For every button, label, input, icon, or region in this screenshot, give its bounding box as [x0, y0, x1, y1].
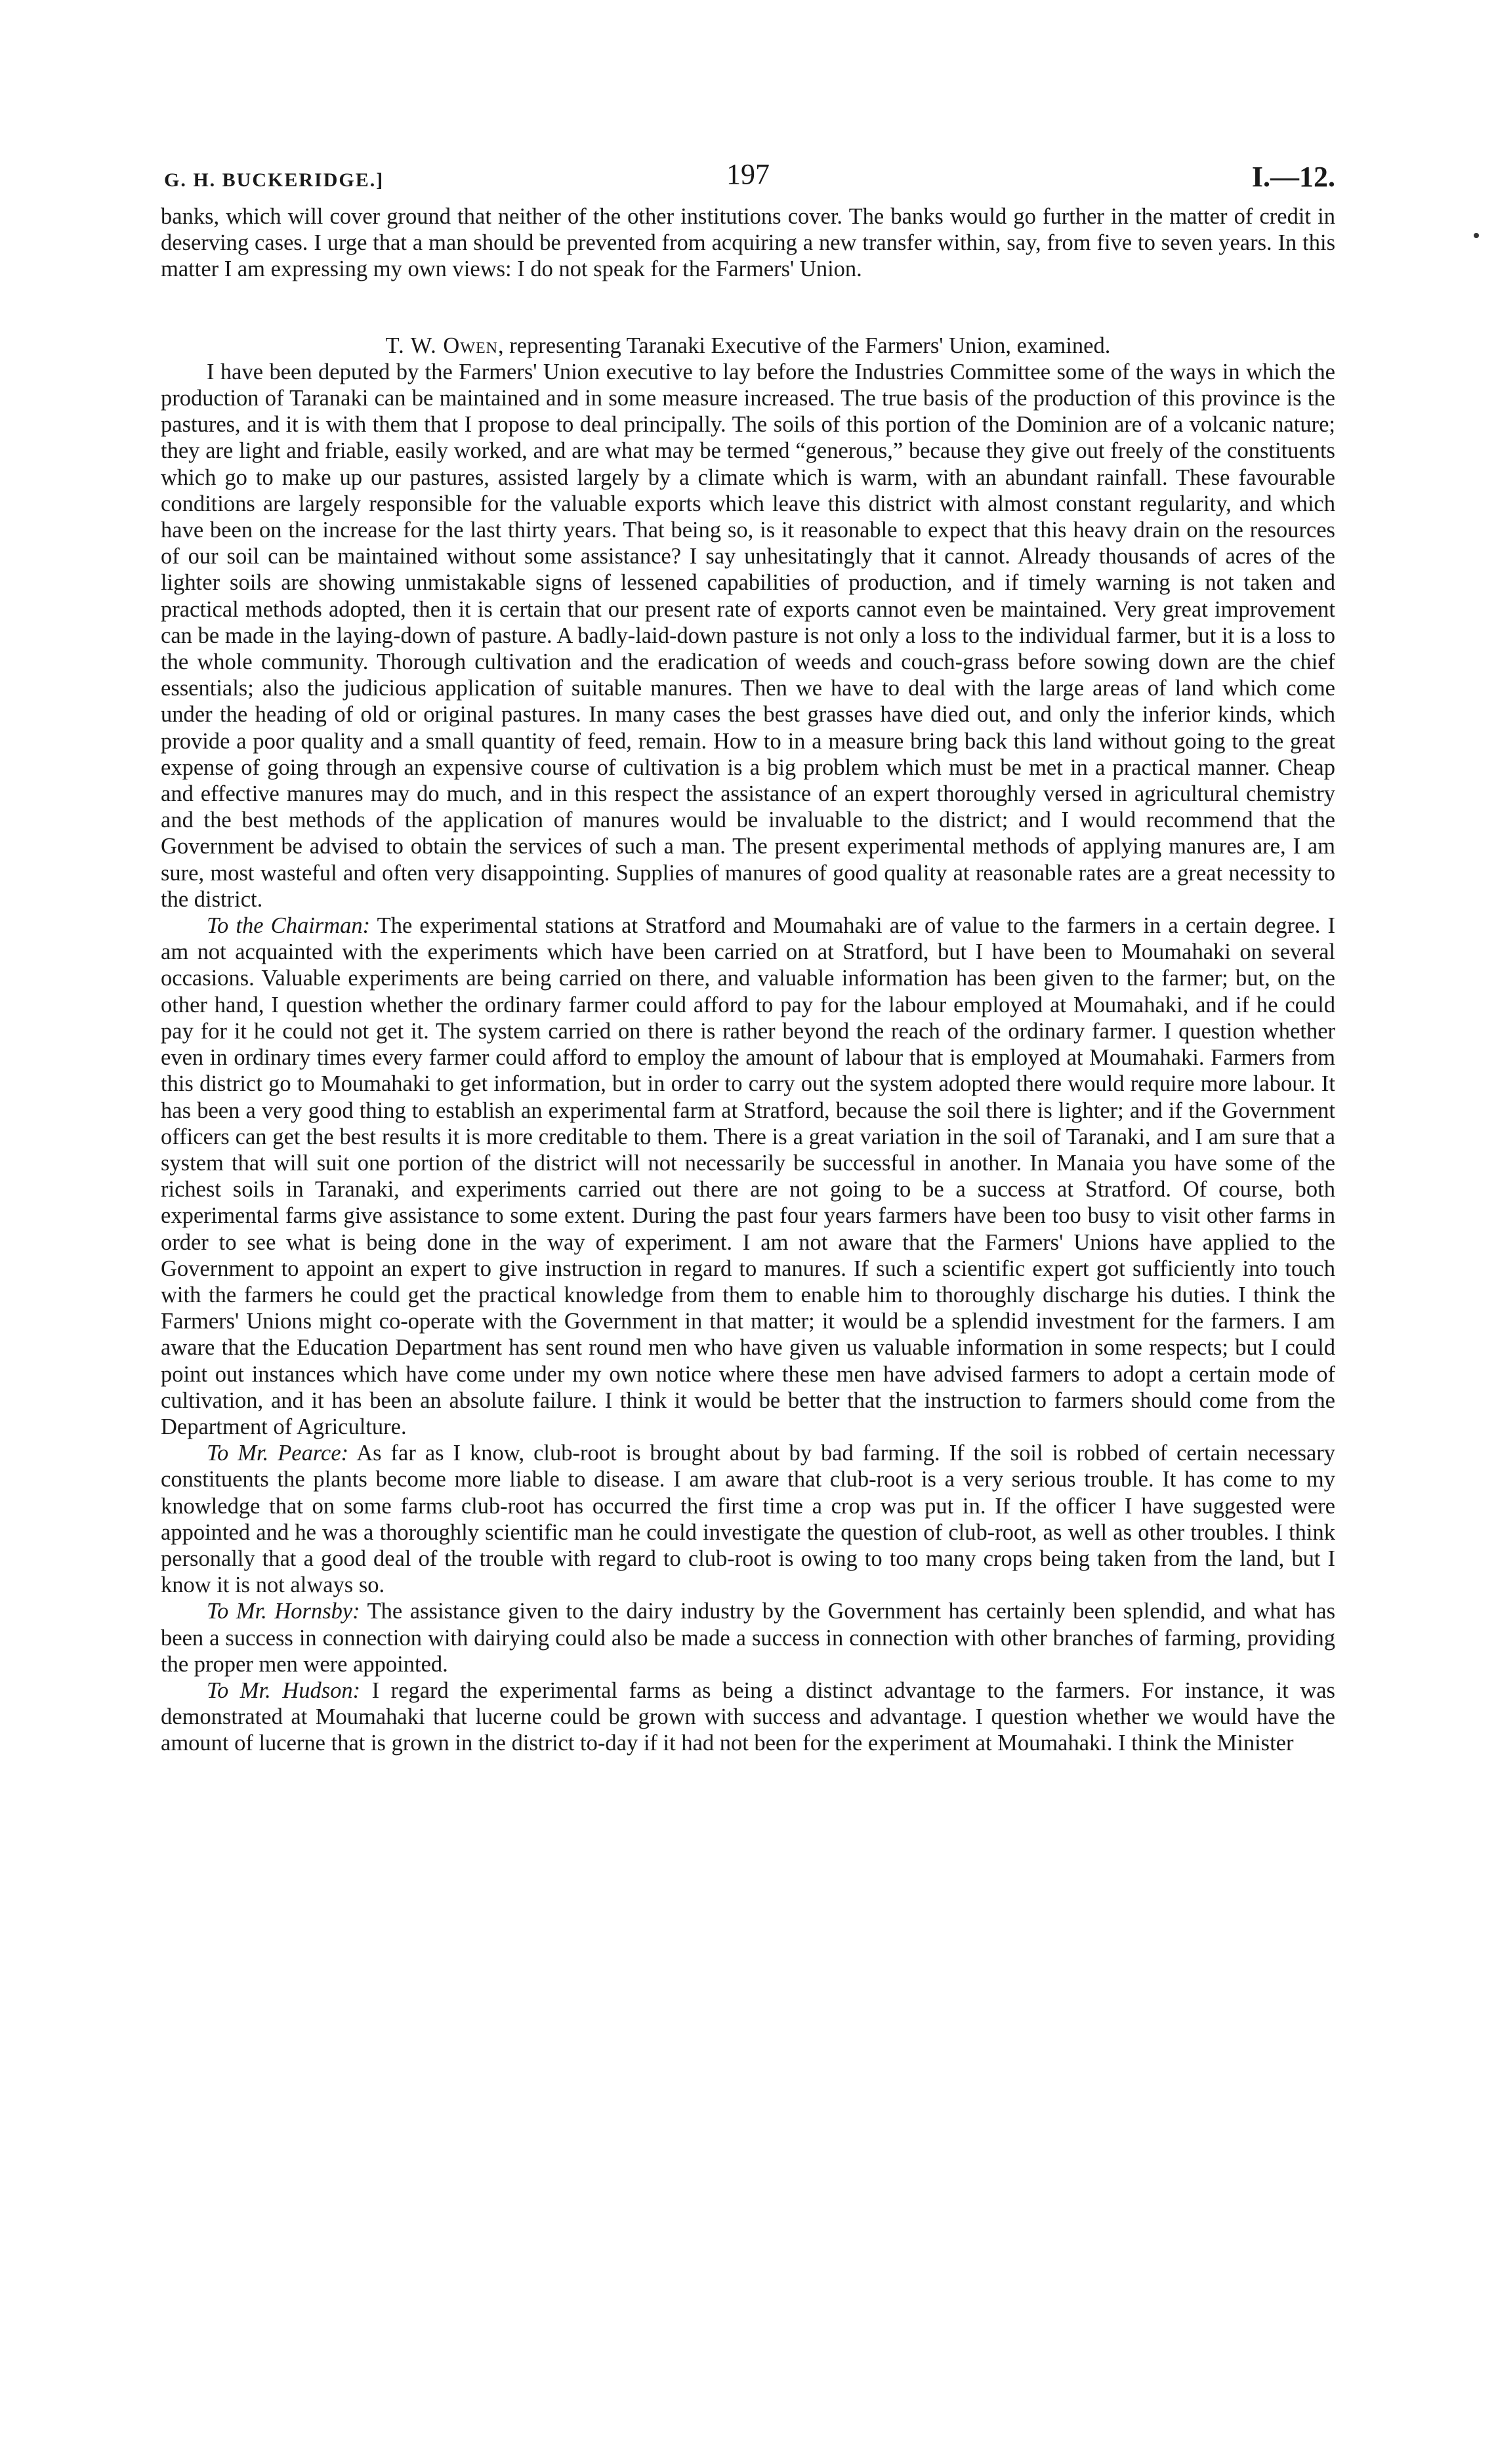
document-page [161, 157, 1335, 1757]
speaker-label: To Mr. Hornsby: [207, 1599, 360, 1624]
paragraph-text: The experimental stations at Stratford and Moumahaki are of value to the farmers in a certain degree. I am not acquainted with the experiments which have been carried on at Stratford, but I have been to Moumahaki on several occasions. Valuable experiments are being carried on there, and valuable information has been given to the farmer; but, on the other hand, I question whether the ordinary farmer could afford to pay for the labour employed at Moumahaki, and if he could pay for it he could not get it. The system carried on there is rather beyond the reach of the ordinary farmer. I question whether even in ordinary times every farmer could afford to employ the amount of labour that is employed at Moumahaki. Farmers from this district go to Moumahaki to get information, but in order to carry out the system adopted there would require more labour. It has been a very good thing to establish an experimental farm at Stratford, because the soil there is lighter; and if the Government officers can get the best results it is more creditable to them. There is a great variation in the soil of Taranaki, and I am sure that a system that will suit one portion of the district will not necessarily be successful in another. In Manaia you have some of the richest soils in Taranaki, and experiments carried out there are not going to be a success at Stratford. Of course, both experimental farms give assistance to some extent. During the past four years farmers have been too busy to visit other farms in order to see what is being done in the way of experiment. I am not aware that the Farmers' Unions have applied to the Government to appoint an expert to give instruction in regard to manures. If such a scientific expert got sufficiently into touch with the farmers he could get the practical knowledge from them to enable him to thoroughly discharge his duties. I think the Farmers' Unions might co-operate with the Government in that matter; it would be a splendid investment for the farmers. I am aware that the Education Department has sent round men who have given us valuable information in some respects; but I could point out instances which have come under my own notice where these men have advised farmers to adopt a certain mode of cultivation, and it has been an absolute failure. I think it would be better that the instruction to farmers should come from the Department of Agriculture. [161, 913, 1335, 1439]
intro-paragraph: banks, which will cover ground that neither of the other institutions cover. The banks would go further in the matter of credit in deserving cases. I urge that a man should be prevented from acquiring a new transfer within, say, from five to seven years. In this matter I am expressing my own views: I do not speak for the Farmers' Union. [161, 204, 1335, 282]
paragraph-text: The assistance given to the dairy industry by the Government has certainly been splendid, and what has been a success in connection with dairying could also be made a success in connection with other branches of farming, providing the proper men were appointed. [161, 1599, 1335, 1677]
section-spacer [161, 283, 1335, 333]
evidence-paragraph [161, 1677, 1335, 1757]
paper-reference: I.—12. [1251, 161, 1335, 193]
witness-name: T. W. Owen [385, 333, 498, 358]
evidence-paragraph [161, 1598, 1335, 1677]
speaker-label: To the Chairman: [207, 913, 371, 939]
evidence-paragraph [161, 359, 1335, 913]
witness-description: , representing Taranaki Executive of the Farmers' Union, examined. [497, 333, 1111, 358]
speaker-label: To Mr. Pearce: [207, 1441, 349, 1466]
header-witness-name: G. H. BUCKERIDGE.] [164, 169, 384, 191]
evidence-paragraph [161, 913, 1335, 1440]
paragraph-text: I regard the experimental farms as being a distinct advantage to the farmers. For instance, it was demonstrated at Moumahaki that lucerne could be grown with success and advantage. I question whether we would have the amount of lucerne that is grown in the district to-day if it had not been for the experiment at Moumahaki. I think the Minister [161, 1677, 1335, 1756]
speaker-label: To Mr. Hudson: [207, 1677, 361, 1703]
paragraph-text: As far as I know, club-root is brought about by bad farming. If the soil is robbed of certain necessary constituents the plants become more liable to disease. I am aware that club-root is a very serious trouble. It has come to my knowledge that on some farms club-root has occurred the first time a crop was put in. If the officer I have suggested were appointed and he was a thoroughly scientific man he could investigate the question of club-root, as well as other troubles. I think personally that a good deal of the trouble with regard to club-root is owing to too many crops being taken from the land, but I know it is not always so. [161, 1441, 1335, 1598]
page-header [161, 157, 1335, 203]
margin-mark [1474, 233, 1479, 238]
witness-heading [161, 333, 1335, 359]
document-body [161, 203, 1335, 1757]
evidence-paragraph [161, 1440, 1335, 1598]
paragraph-text: I have been deputed by the Farmers' Union executive to lay before the Industries Committee some of the ways in which the production of Taranaki can be maintained and in some measure increased. The true basis of the production of this province is the pastures, and it is with them that I propose to deal principally. The soils of this portion of the Dominion are of a volcanic nature; they are light and friable, easily worked, and are what may be termed “generous,” because they give out freely of the constituents which go to make up our pastures, assisted largely by a climate which is warm, with an abundant rainfall. These favourable conditions are largely responsible for the valuable exports which leave this district with almost constant regularity, and which have been on the increase for the last thirty years. That being so, is it reasonable to expect that this heavy drain on the resources of our soil can be maintained without some assistance? I say unhesitatingly that it cannot. Already thousands of acres of the lighter soils are showing unmistakable signs of lessened capabilities of production, and if timely warning is not taken and practical methods adopted, then it is certain that our present rate of exports cannot even be maintained. Very great improvement can be made in the laying-down of pasture. A badly-laid-down pasture is not only a loss to the individual farmer, but it is a loss to the whole community. Thorough cultivation and the eradication of weeds and couch-grass before sowing down are the chief essentials; also the judicious application of suitable manures. Then we have to deal with the large areas of land which come under the heading of old or original pastures. In many cases the best grasses have died out, and only the inferior kinds, which provide a poor quality and a small quantity of feed, remain. How to in a measure bring back this land without going to the great expense of going through an expensive course of cultivation is a big problem which must be met in a practical manner. Cheap and effective manures may do much, and in this respect the assistance of an expert thoroughly versed in agricultural chemistry and the best methods of the application of manures would be invaluable to the district; and I would recommend that the Government be advised to obtain the services of such a man. The present experimental methods of applying manures are, I am sure, most wasteful and often very disappointing. Supplies of manures of good quality at reasonable rates are a great necessity to the district. [161, 359, 1335, 912]
page-number: 197 [726, 158, 770, 190]
